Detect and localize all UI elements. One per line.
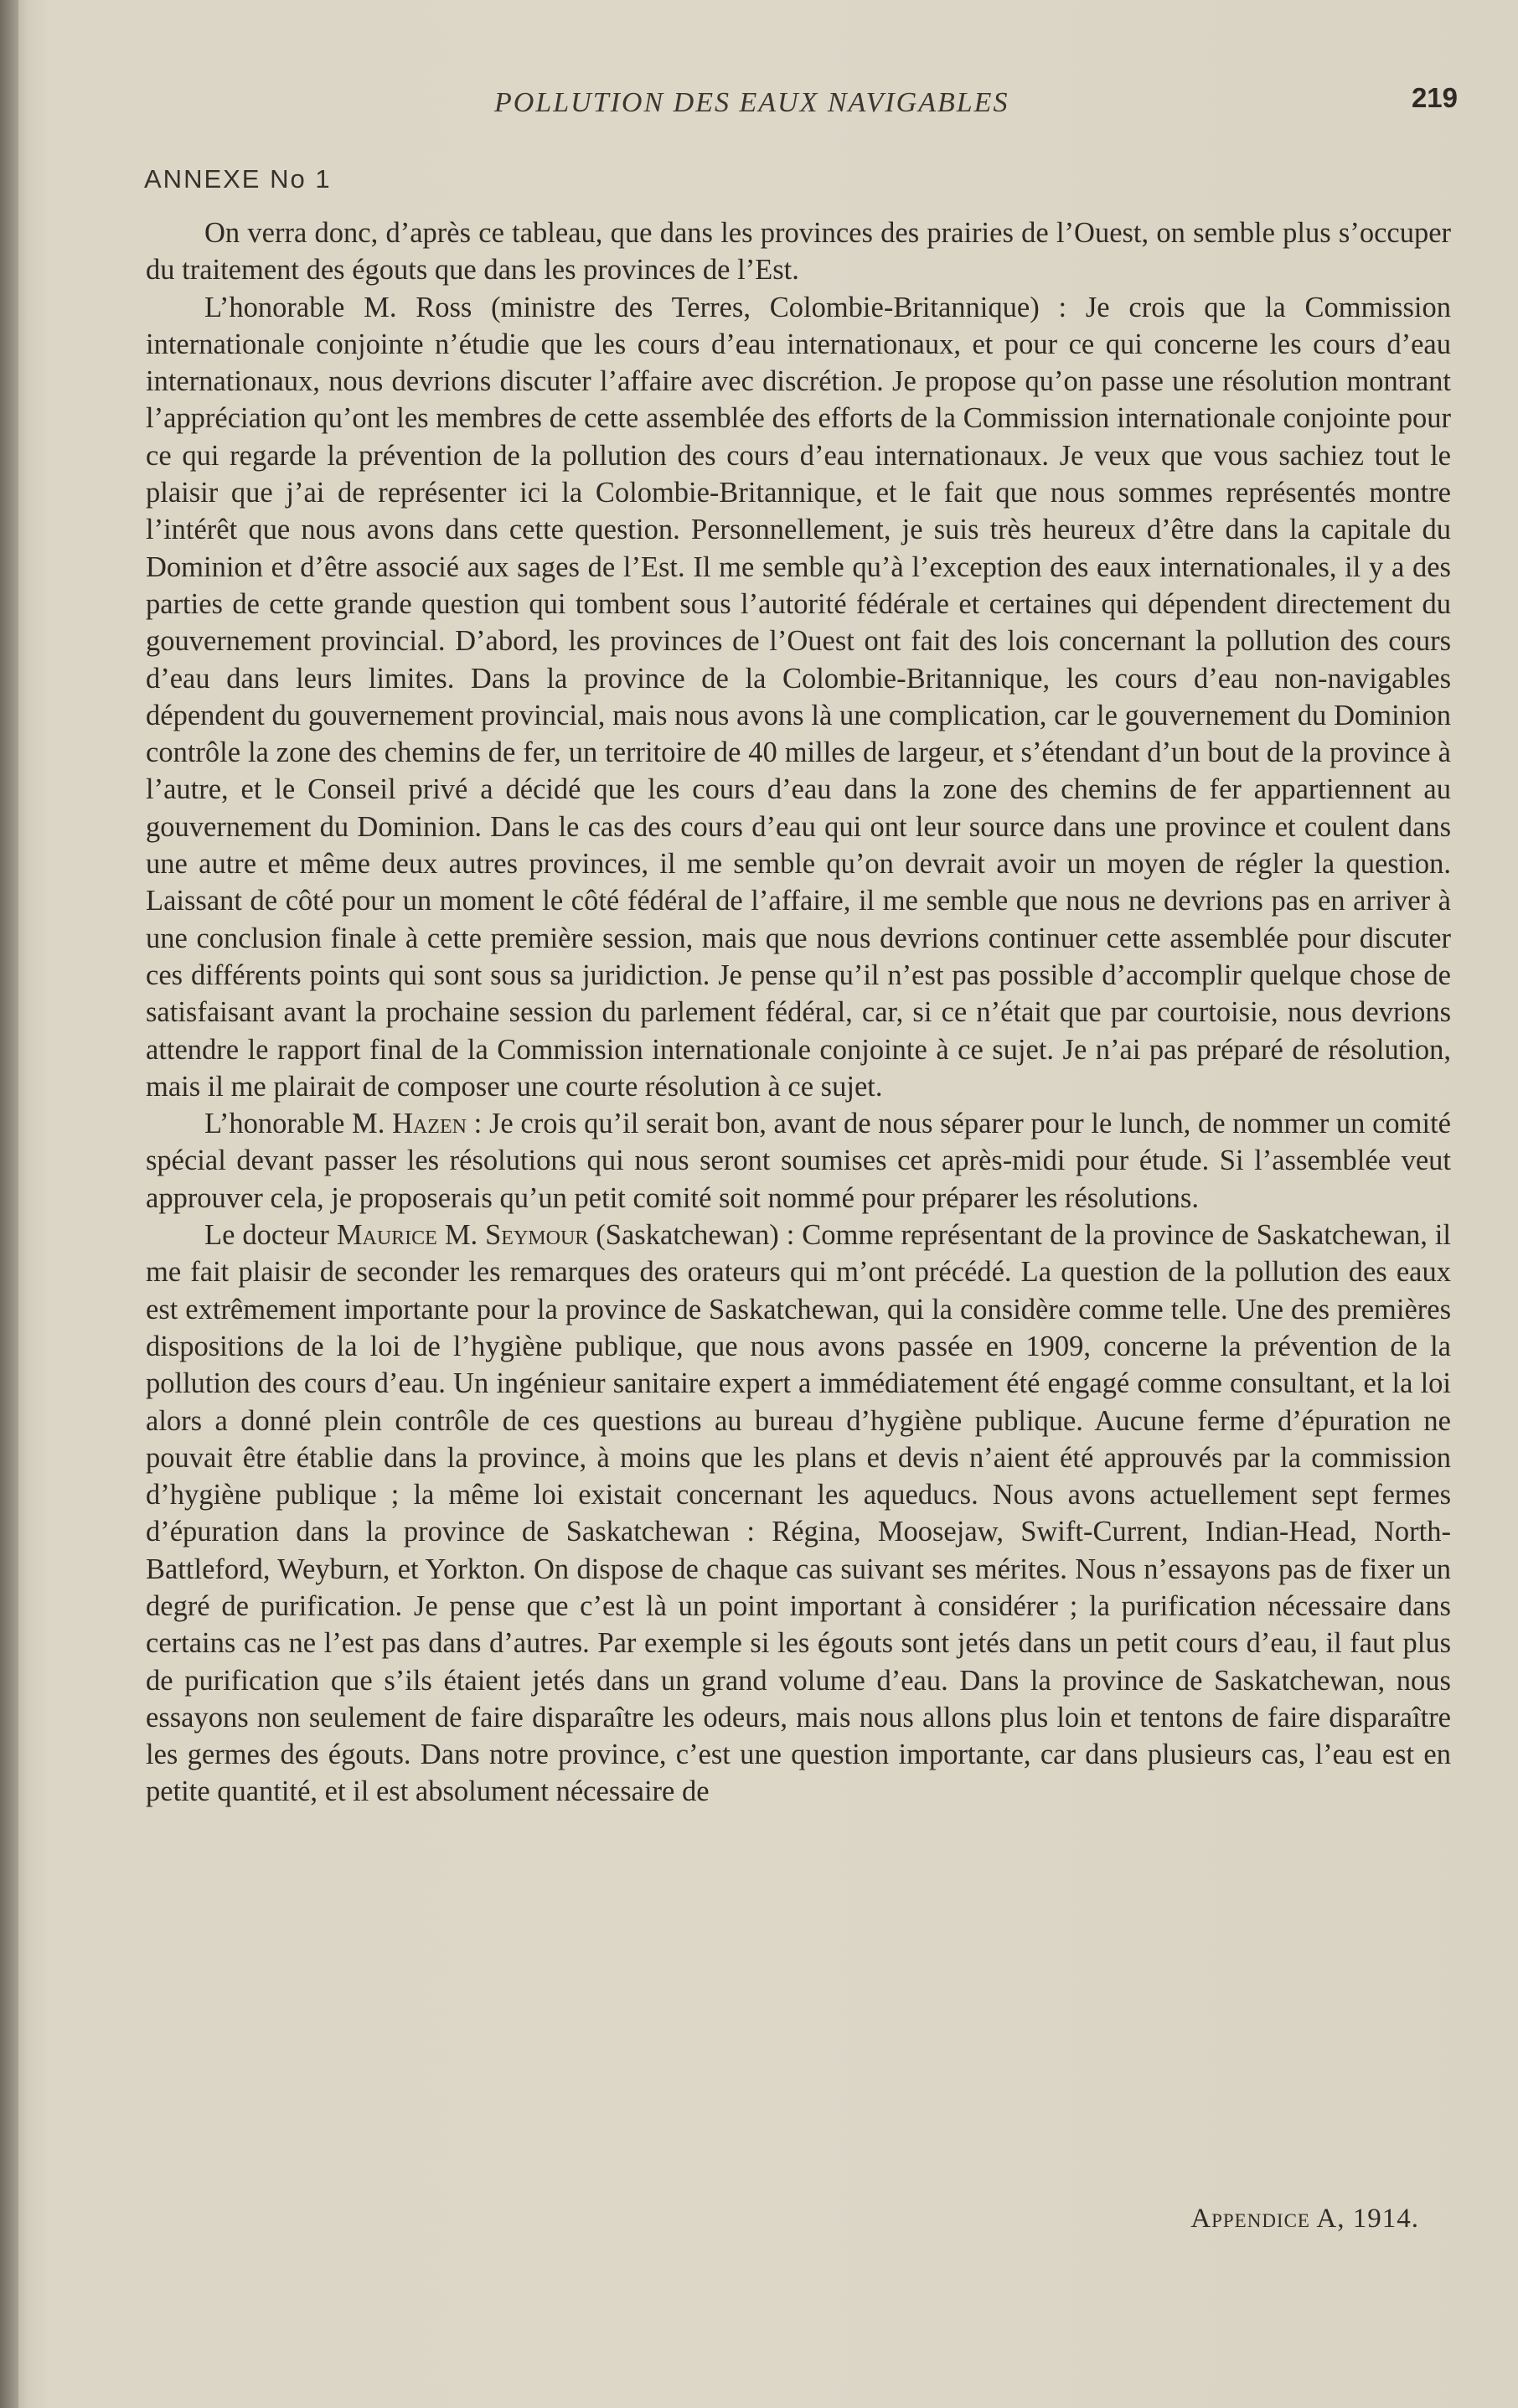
appendix-footer: Appendice A, 1914. <box>1190 2204 1419 2234</box>
running-title: POLLUTION DES EAUX NAVIGABLES <box>494 87 1009 118</box>
page-spine-shadow <box>0 0 18 2408</box>
paragraph-1: On verra donc, d’après ce tableau, que dans les provinces des prairies de l’Ouest, on semble plus s’occuper du traitement des égouts que dans les provinces de l’Est. <box>146 217 1451 287</box>
paragraph-3-text: : Je crois qu’il serait bon, avant de nous séparer pour le lunch, de nommer un comité spécial devant passer les résolutions qui nous seront soumises cet après-midi pour étude. Si l’assemblée veut approuver cela, je proposerais qu’un petit comité soit nommé pour préparer les résolutions. <box>146 1108 1451 1214</box>
speaker-name: Maurice M. Seymour <box>336 1219 589 1252</box>
page-number: 219 <box>1411 82 1458 113</box>
running-head <box>151 77 1458 127</box>
paragraph-2: L’honorable M. Ross (ministre des Terres, Colombie-Britannique) : Je crois que la Commission internationale conjointe n’étudie que les cours d’eau internationaux, et pour ce qui concerne les cours d’eau internationaux, nous devrions discuter l’affaire avec discrétion. Je propose qu’on passe une résolution montrant l’appréciation qu’ont les membres de cette assemblée des efforts de la Commission internationale conjointe pour ce qui regarde la prévention de la pollution des cours d’eau internationaux. Je veux que vous sachiez tout le plaisir que j’ai de représenter ici la Colombie-Britannique, et le fait que nous sommes représentés montre l’intérêt que nous avons dans cette question. Personnellement, je suis très heureux d’être dans la capitale du Dominion et d’être associé aux sages de l’Est. Il me semble qu’à l’exception des eaux internationales, il y a des parties de cette grande question qui tombent sous l’autorité fédérale et certaines qui dépendent directement du gouvernement provincial. D’abord, les provinces de l’Ouest ont fait des lois concernant la pollution des cours d’eau dans leurs limites. Dans la province de la Colombie-Britannique, les cours d’eau non-navigables dépendent du gouvernement provincial, mais nous avons là une complication, car le gouvernement du Dominion contrôle la zone des chemins de fer, un territoire de 40 milles de largeur, et s’étendant d’un bout de la province à l’autre, et le Conseil privé a décidé que les cours d’eau dans la zone des chemins de fer appartiennent au gouvernement du Dominion. Dans le cas des cours d’eau qui ont leur source dans une province et coulent dans une autre et même deux autres provinces, il me semble qu’on devrait avoir un moyen de régler la question. Laissant de côté pour un moment le côté fédéral de l’affaire, il me semble que nous ne devrions pas en arriver à une conclusion finale à cette première session, mais que nous devrions continuer cette assemblée pour discuter ces différents points qui sont sous sa juridiction. Je pense qu’il n’est pas possible d’accomplir quelque chose de satisfaisant avant la prochaine session du parlement fédéral, car, si ce n’était que par courtoisie, nous devrions attendre le rapport final de la Commission internationale conjointe à ce sujet. Je n’ai pas préparé de résolution, mais il me plairait de composer une courte résolution à ce sujet. <box>146 291 1451 1103</box>
paragraph-3 <box>146 1105 1451 1217</box>
speaker-prefix: Le docteur <box>204 1219 337 1252</box>
paragraph-4-text: (Saskatchewan) : Comme représentant de la province de Saskatchewan, il me fait plaisir de seconder les remarques des orateurs qui m’ont précédé. La question de la pollution des eaux est extrêmement importante pour la province de Saskatchewan, qui la considère comme telle. Une des premières dispositions de la loi de l’hygiène publique, que nous avons passée en 1909, concerne la prévention de la pollution des cours d’eau. Un ingénieur sanitaire expert a immédiatement été engagé comme consultant, et la loi alors a donné plein contrôle de ces questions au bureau d’hygiène publique. Aucune ferme d’épuration ne pouvait être établie dans la province, à moins que les plans et devis n’aient été approuvés par la commission d’hygiène publique ; la même loi existait concernant les aqueducs. Nous avons actuellement sept fermes d’épuration dans la province de Saskatchewan : Régina, Moosejaw, Swift-Current, Indian-Head, North-Battleford, Weyburn, et Yorkton. On dispose de chaque cas suivant ses mérites. Nous n’essayons pas de fixer un degré de purification. Je pense que c’est là un point important à considérer ; la purification nécessaire dans certains cas ne l’est pas dans d’autres. Par exemple si les égouts sont jetés dans un petit cours d’eau, il faut plus de purification que s’ils étaient jetés dans un grand volume d’eau. Dans la province de Saskatchewan, nous essayons non seulement de faire disparaître les odeurs, mais nous allons plus loin et tentons de faire disparaître les germes des égouts. Dans notre province, c’est une question importante, car dans plusieurs cas, l’eau est en petite quantité, et il est absolument nécessaire de <box>146 1219 1451 1808</box>
paragraph-4 <box>146 1217 1451 1811</box>
annex-label: ANNEXE No 1 <box>144 164 332 194</box>
body-text <box>146 214 1451 1811</box>
speaker-prefix: L’honorable M. <box>204 1108 393 1140</box>
speaker-name: Hazen <box>392 1108 467 1140</box>
